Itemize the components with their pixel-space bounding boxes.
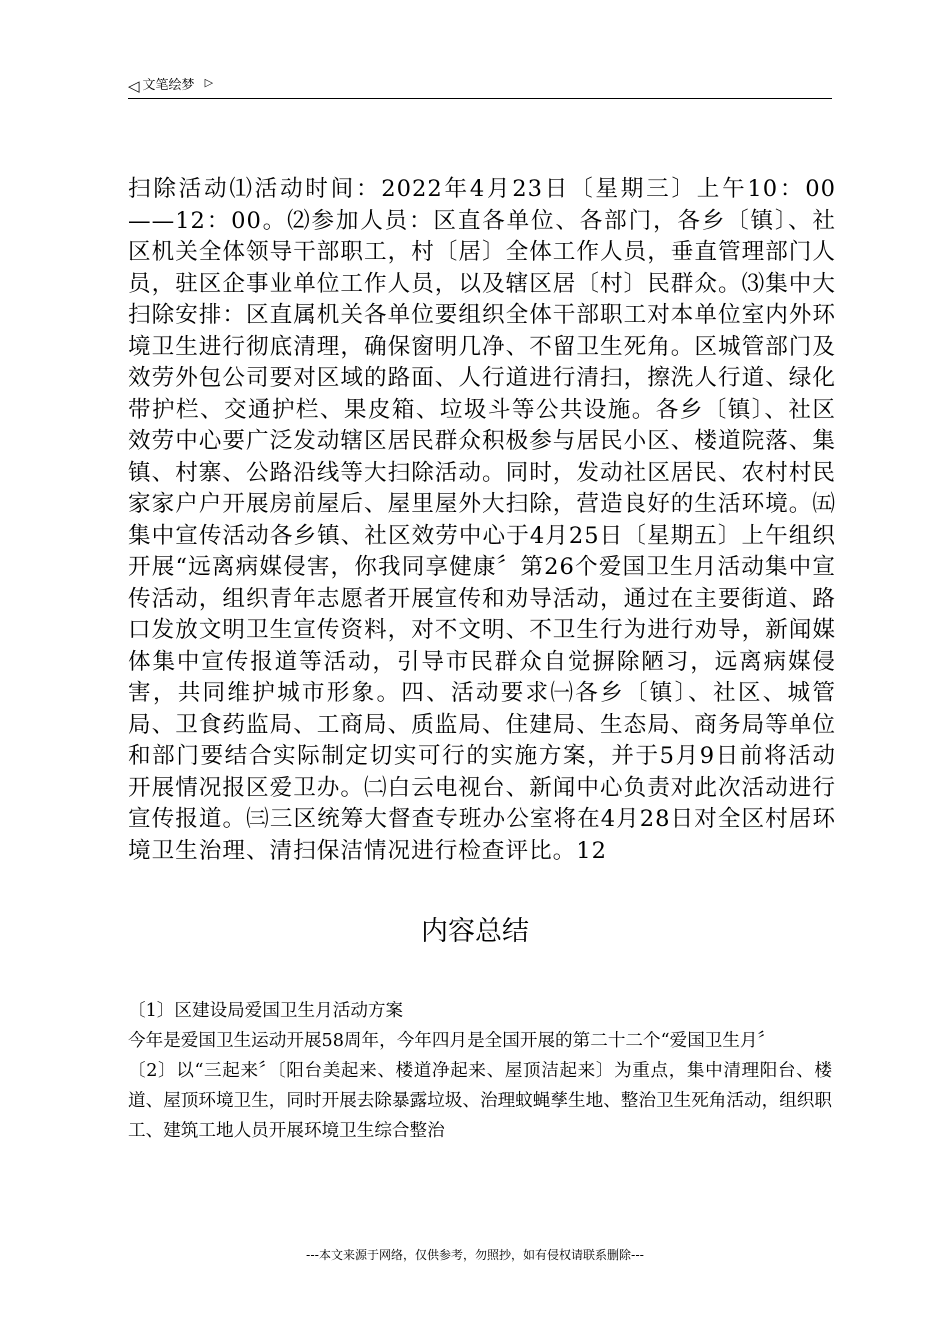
page-header (128, 74, 832, 99)
triangle-left-icon: ◁ (128, 77, 140, 95)
footer-notice: ---本文来源于网络，仅供参考，勿照抄，如有侵权请联系删除--- (306, 1248, 644, 1262)
header-brand: 文笔绘梦 (142, 78, 195, 93)
summary-title: 内容总结 (421, 916, 529, 947)
triangle-right-icon: ▷ (204, 76, 214, 89)
summary-paragraph-3: 〔2〕以“三起来〞〔阳台美起来、楼道净起来、屋顶洁起来〕为重点，集中清理阳台、楼道、屋顶环境卫生，同时开展去除暴露垃圾、治理蚊蝇孳生地、整治卫生死角活动，组织职工、建筑工地人员开展环境卫生综合整治 (128, 1061, 832, 1141)
summary-section (128, 996, 832, 1146)
summary-paragraph-2: 今年是爱国卫生运动开展58周年，今年四月是全国开展的第二十二个“爱国卫生月〞 (128, 1031, 776, 1051)
body-text: 扫除活动⑴活动时间：2022年4月23日〔星期三〕上午10：00——12：00。⑵参加人员：区直各单位、各部门，各乡〔镇〕、社区机关全体领导干部职工，村〔居〕全体工作人员，垂直管理部门人员，驻区企事业单位工作人员，以及辖区居〔村〕民群众。⑶集中大扫除安排：区直属机关各单位要组织全体干部职工对本单位室内外环境卫生进行彻底清理，确保窗明几净、不留卫生死角。区城管部门及效劳外包公司要对区域的路面、人行道进行清扫，擦洗人行道、绿化带护栏、交通护栏、果皮箱、垃圾斗等公共设施。各乡〔镇〕、社区效劳中心要广泛发动辖区居民群众积极参与居民小区、楼道院落、集镇、村寨、公路沿线等大扫除活动。同时，发动社区居民、农村村民家家户户开展房前屋后、屋里屋外大扫除，营造良好的生活环境。㈤集中宣传活动各乡镇、社区效劳中心于4月25日〔星期五〕上午组织开展“远离病媒侵害，你我同享健康〞第26个爱国卫生月活动集中宣传活动，组织青年志愿者开展宣传和劝导活动，通过在主要街道、路口发放文明卫生宣传资料，对不文明、不卫生行为进行劝导，新闻媒体集中宣传报道等活动，引导市民群众自觉摒除陋习，远离病媒侵害，共同维护城市形象。四、活动要求㈠各乡〔镇〕、社区、城管局、卫食药监局、工商局、质监局、住建局、生态局、商务局等单位和部门要结合实际制定切实可行的实施方案，并于5月9日前将活动开展情况报区爱卫办。㈡白云电视台、新闻中心负责对此次活动进行宣传报道。㈢三区统筹大督查专班办公室将在4月28日对全区村居环境卫生治理、清扫保洁情况进行检查评比。12 (128, 176, 836, 864)
summary-paragraph-1: 〔1〕区建设局爱国卫生月活动方案 (128, 1001, 404, 1021)
